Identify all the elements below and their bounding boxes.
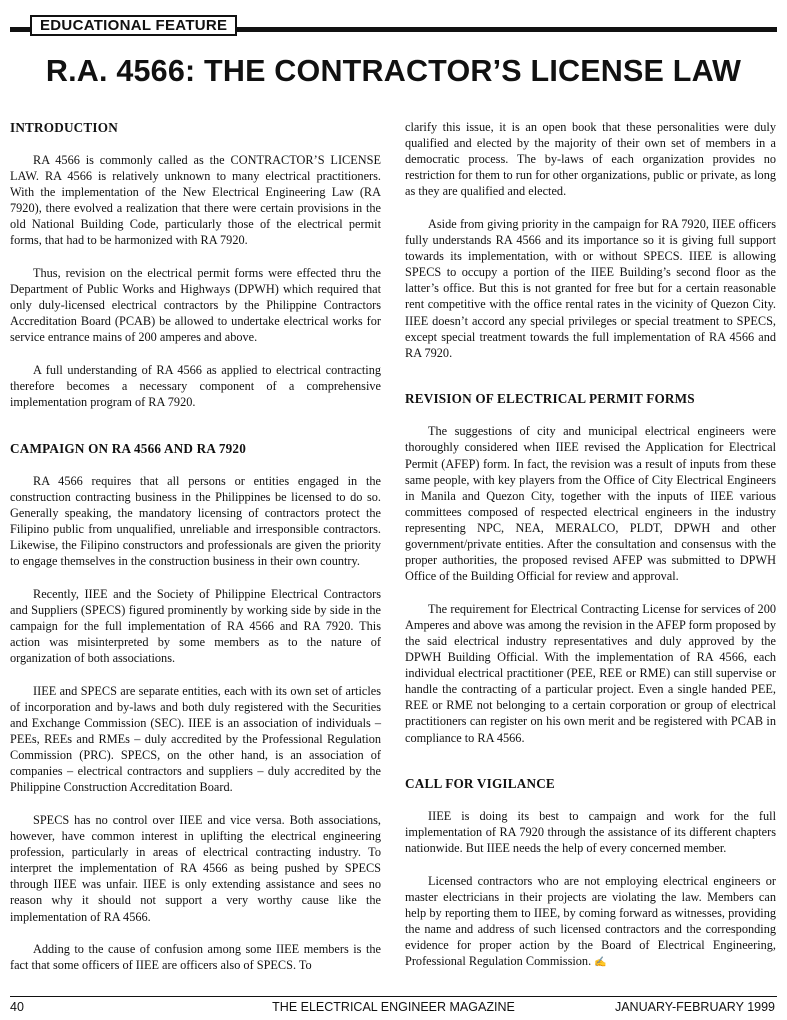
paragraph: Thus, revision on the electrical permit forms were effected thru the Department of Public Works and Highways (DPWH) which required that only duly-licensed electrical contractors by the Philippine Contractors Accreditation Board (PCAB) be allowed to undertake electrical works for service entrance mains of 200 amperes and above. bbox=[10, 266, 381, 345]
end-mark-icon: ✍ bbox=[594, 957, 607, 969]
paragraph-final bbox=[405, 873, 776, 972]
footer-rule bbox=[10, 996, 777, 997]
paragraph: RA 4566 requires that all persons or entities engaged in the construction contracting business in the Philippines be licensed to do so. Generally speaking, the mandatory licensing of contractors protect the Filipino public from unqualified, unreliable and irresponsible contractors. Likewise, the Filipino constructors and professionals are given the priority to engage themselves in the construction business in their own country. bbox=[10, 473, 381, 569]
feature-tag: EDUCATIONAL FEATURE bbox=[30, 15, 237, 36]
section-heading-campaign: CAMPAIGN ON RA 4566 AND RA 7920 bbox=[10, 440, 246, 456]
section-heading-vigilance: CALL FOR VIGILANCE bbox=[405, 776, 555, 792]
page-number: 40 bbox=[10, 1000, 24, 1014]
paragraph: Aside from giving priority in the campaign for RA 7920, IIEE officers fully understands RA 4566 and its importance so it is giving full support towards its implementation, with or without SPECS. IIEE is allowing SPECS to occupy a portion of the IIEE Building’s second floor as the latter’s office. But this is not granted for free but for a certain reasonable rent competitive with the office rental rates in the vicinity of Quezon City. IIEE doesn’t accord any special privileges or special treatment to SPECS, except special treatment towards the full implementation of RA 4566 and RA 7920. bbox=[405, 216, 776, 360]
paragraph: IIEE and SPECS are separate entities, each with its own set of articles of incorporation and by-laws and both duly registered with the Securities and Exchange Commission (SEC). IIEE is an association of individuals – PEEs, REEs and RMEs – duly accredited by the Professional Regulation Commission (PRC). SPECS, on the other hand, is an association of companies – electrical contractors and suppliers – duly accredited by the Philippine Construction Accreditation Board. bbox=[10, 683, 381, 795]
article-title: R.A. 4566: THE CONTRACTOR’S LICENSE LAW bbox=[45, 54, 742, 88]
paragraph: A full understanding of RA 4566 as applied to electrical contracting therefore becomes a necessary component of a comprehensive implementation program of RA 7920. bbox=[10, 363, 381, 410]
issue-date: JANUARY-FEBRUARY 1999 bbox=[614, 1000, 775, 1014]
paragraph: IIEE is doing its best to campaign and work for the full implementation of RA 7920 through the assistance of its different chapters nationwide. But IIEE needs the help of every concerned member. bbox=[405, 809, 776, 856]
paragraph: Recently, IIEE and the Society of Philippine Electrical Contractors and Suppliers (SPECS) figured prominently by working side by side in the campaign for the full implementation of RA 4566 and RA 7920. This action was misinterpreted by some members as to the nature of organization of both associations. bbox=[10, 586, 381, 666]
paragraph: clarify this issue, it is an open book that these personalities were duly qualified and elected by the majority of their own set of members in a democratic process. The by-laws of each organization provides no restriction for them to run for other organizations, public or private, as long as they are qualified and elected. bbox=[405, 120, 776, 199]
right-column bbox=[405, 119, 776, 988]
magazine-name: THE ELECTRICAL ENGINEER MAGAZINE bbox=[272, 1000, 515, 1014]
paragraph: RA 4566 is commonly called as the CONTRACTOR’S LICENSE LAW. RA 4566 is relatively unknown to many electrical practitioners. With the implementation of the New Electrical Engineering Law (RA 7920), there evolved a realization that there were certain provisions in the old National Building Code, particularly those of the electrical permit forms, that had to be harmonized with RA 7920. bbox=[10, 153, 381, 248]
paragraph-text: Licensed contractors who are not employing electrical engineers or master electricians in their projects are violating the law. Members can help by reporting them to IIEE, by coming forward as witnesses, providing the name and address of such licensed contractors and the corresponding evidence for proper action by the Board of Electrical Engineering, Professional Regulation Commission. bbox=[405, 873, 776, 969]
paragraph: The requirement for Electrical Contracting License for services of 200 Amperes and above was among the revision in the AFEP form proposed by the said electrical industry representatives and duly approved by the DPWH Building Official. With the implementation of RA 4566, each individual electrical practitioner (PEE, REE or RME) can still supervise or handle the contracting of a particular project. Even a single handed PEE, REE or RME not belonging to a certain corporation or group of electrical practitioners can register on his own merit and be registered with PCAB in compliance to RA 4566. bbox=[405, 601, 776, 745]
paragraph: Adding to the cause of confusion among some IIEE members is the fact that some officers of IIEE are officers also of SPECS. To bbox=[10, 942, 381, 973]
left-column bbox=[10, 120, 381, 990]
paragraph: SPECS has no control over IIEE and vice versa. Both associations, however, have common interest in uplifting the electrical engineering profession, particularly in areas of electrical contracting industry. To interpret the implementation of RA 4566 as being pushed by SPECS through IIEE was unfair. IIEE is only extending assistance and sees no reason why it should not support a very worthy cause like the implementation of RA 4566. bbox=[10, 813, 381, 924]
section-heading-introduction: INTRODUCTION bbox=[10, 120, 118, 135]
section-heading-revision: REVISION OF ELECTRICAL PERMIT FORMS bbox=[405, 391, 695, 407]
paragraph: The suggestions of city and municipal electrical engineers were thoroughly considered when IIEE revised the Application for Electrical Permit (AFEP) form. In fact, the revision was a result of inputs from these same people, with key players from the Office of City Electrical Engineers in Manila and Quezon City, together with the inputs of IIEE various committees composed of respected electrical engineers in the industry representing NPC, NEA, MERALCO, PLDT, DPWH and other government/private entities. After the consultation and consensus with the proper authorities, the proposed revised AFEP was submitted to DPWH Office of the Building Official for review and approval. bbox=[405, 424, 776, 584]
